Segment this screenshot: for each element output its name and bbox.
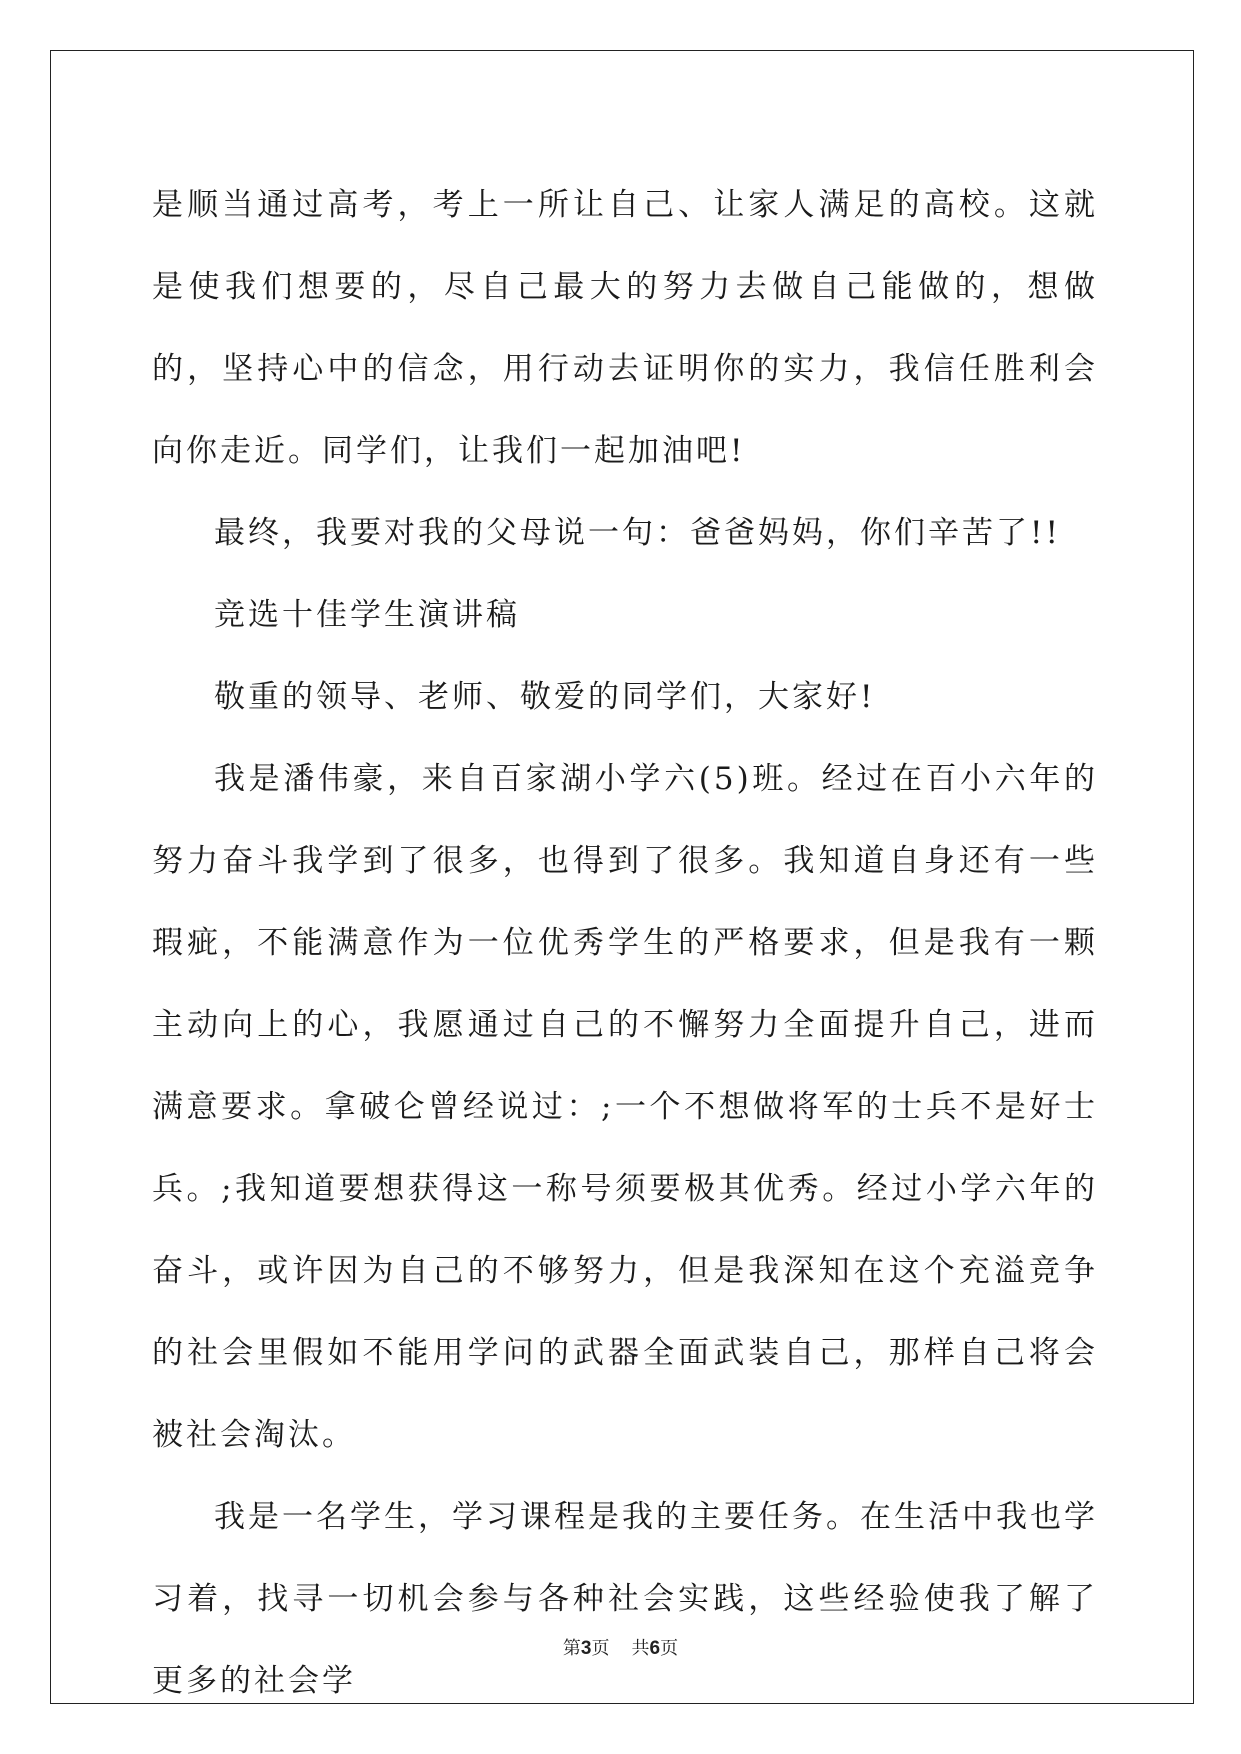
total-pages: 6 xyxy=(649,1638,661,1659)
paragraph: 敬重的领导、老师、敬爱的同学们，大家好! xyxy=(214,679,876,715)
total-suffix: 页 xyxy=(660,1638,679,1659)
page-suffix: 页 xyxy=(591,1638,610,1659)
total-prefix: 共 xyxy=(631,1638,650,1659)
document-body xyxy=(152,164,1098,1722)
page-footer xyxy=(0,1634,1241,1660)
page-prefix: 第 xyxy=(562,1638,581,1659)
paragraph: 我是一名学生，学习课程是我的主要任务。在生活中我也学习着，找寻一切机会参与各种社会实践，这些经验使我了解了更多的社会学 xyxy=(152,1499,1098,1699)
paragraph: 我是潘伟豪，来自百家湖小学六(5)班。经过在百小六年的努力奋斗我学到了很多，也得到了很多。我知道自身还有一些瑕疵，不能满意作为一位优秀学生的严格要求，但是我有一颗主动向上的心，我愿通过自己的不懈努力全面提升自己，进而满意要求。拿破仑曾经说过：;一个不想做将军的士兵不是好士兵。;我知道要想获得这一称号须要极其优秀。经过小学六年的奋斗，或许因为自己的不够努力，但是我深知在这个充溢竞争的社会里假如不能用学问的武器全面武装自己，那样自己将会被社会淘汰。 xyxy=(152,761,1098,1453)
paragraph: 最终，我要对我的父母说一句：爸爸妈妈，你们辛苦了!! xyxy=(214,515,1061,551)
page-number: 3 xyxy=(580,1638,592,1659)
section-heading: 竞选十佳学生演讲稿 xyxy=(214,597,520,633)
paragraph: 是顺当通过高考，考上一所让自己、让家人满足的高校。这就是使我们想要的，尽自己最大的努力去做自己能做的，想做的，坚持心中的信念，用行动去证明你的实力，我信任胜利会向你走近。同学们，让我们一起加油吧! xyxy=(152,187,1098,469)
